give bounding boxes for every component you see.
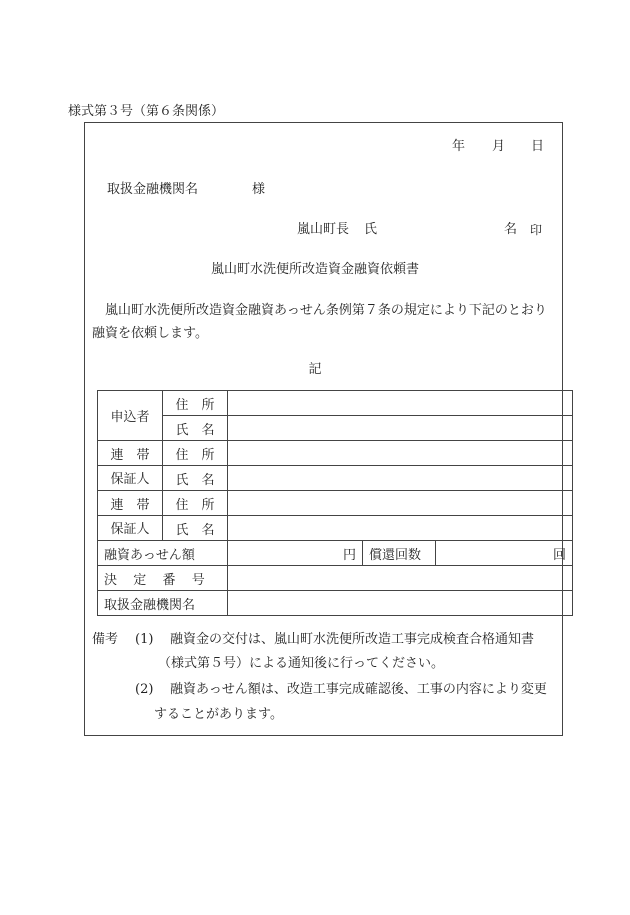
guarantor1-label-top: 連 帯 <box>98 441 163 466</box>
addressee-bank-label: 取扱金融機関名 <box>107 182 199 197</box>
guarantor1-address-field[interactable] <box>228 441 573 466</box>
table-row <box>98 591 573 616</box>
sender-name-shi: 氏 <box>364 222 378 237</box>
addressee-honorific: 様 <box>252 182 266 197</box>
guarantor1-label-bottom: 保証人 <box>98 466 163 491</box>
note-1-number: (1) <box>135 632 154 647</box>
loan-amount-label: 融資あっせん額 <box>98 541 228 566</box>
repay-count-label: 償還回数 <box>363 541 436 566</box>
form-number-label: 様式第３号（第６条関係） <box>68 104 225 119</box>
request-body-text: 嵐山町水洗便所改造資金融資あっせん条例第７条の規定により下記のとおり融資を依頼します。 <box>92 303 547 341</box>
bank-name-field[interactable] <box>228 591 573 616</box>
date-year-label: 年 <box>452 139 466 154</box>
table-row <box>98 466 573 491</box>
address-label: 住 所 <box>163 441 228 466</box>
date-day-label: 日 <box>531 139 545 154</box>
table-row <box>98 391 573 416</box>
yen-unit: 円 <box>343 547 357 563</box>
table-row <box>98 441 573 466</box>
guarantor2-address-field[interactable] <box>228 491 573 516</box>
note-2-number: (2) <box>135 682 154 697</box>
address-label: 住 所 <box>163 491 228 516</box>
guarantor2-label-bottom: 保証人 <box>98 516 163 541</box>
date-month-label: 月 <box>492 139 506 154</box>
guarantor2-label-top: 連 帯 <box>98 491 163 516</box>
address-label: 住 所 <box>163 391 228 416</box>
table-row <box>98 566 573 591</box>
name-label: 氏 名 <box>163 416 228 441</box>
document-title: 嵐山町水洗便所改造資金融資依頼書 <box>210 262 419 277</box>
sender-name-na: 名 <box>504 222 518 237</box>
note-1-text: 融資金の交付は、嵐山町水洗便所改造工事完成検査合格通知書 <box>170 632 535 647</box>
note-2-text: 融資あっせん額は、改造工事完成確認後、工事の内容により変更 <box>170 682 547 697</box>
seal-mark: 印 <box>530 223 543 237</box>
applicant-address-field[interactable] <box>228 391 573 416</box>
table-row <box>98 416 573 441</box>
applicant-name-field[interactable] <box>228 416 573 441</box>
notes-label: 備考 <box>92 632 119 647</box>
guarantor1-name-field[interactable] <box>228 466 573 491</box>
loan-amount-field[interactable] <box>228 541 363 566</box>
sender-title: 嵐山町長 <box>297 222 350 237</box>
repay-count-field[interactable] <box>436 541 573 566</box>
table-row <box>98 541 573 566</box>
kai-unit: 回 <box>553 547 567 563</box>
table-row <box>98 516 573 541</box>
table-row <box>98 491 573 516</box>
application-table <box>97 390 573 616</box>
decision-number-field[interactable] <box>228 566 573 591</box>
guarantor2-name-field[interactable] <box>228 516 573 541</box>
applicant-label: 申込者 <box>98 391 163 441</box>
bank-name-label: 取扱金融機関名 <box>98 591 228 616</box>
name-label: 氏 名 <box>163 466 228 491</box>
decision-number-label: 決定番号 <box>98 566 228 591</box>
name-label: 氏 名 <box>163 516 228 541</box>
note-2-continuation: することがあります。 <box>154 707 283 722</box>
ki-heading: 記 <box>308 362 322 377</box>
note-1-continuation: （様式第５号）による通知後に行ってください。 <box>158 656 445 671</box>
